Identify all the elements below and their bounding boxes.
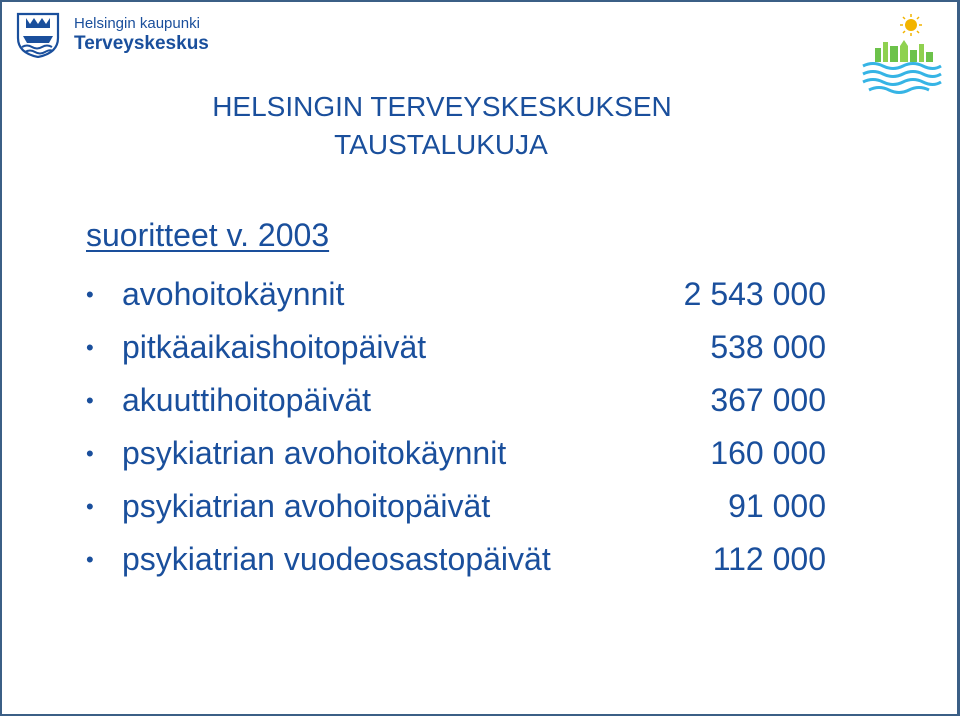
stat-value: 112 000: [712, 541, 826, 577]
statistics-list: [86, 268, 826, 586]
bullet-icon: •: [86, 387, 94, 413]
page-title: [2, 88, 960, 164]
bullet-icon: •: [86, 334, 94, 360]
stat-value: 2 543 000: [683, 276, 826, 312]
list-item: [86, 321, 826, 374]
city-skyline-logo-icon: [859, 12, 943, 96]
list-item: [86, 374, 826, 427]
stat-label: avohoitokäynnit: [122, 276, 345, 312]
title-line-2: TAUSTALUKUJA: [334, 129, 548, 160]
stat-label: pitkäaikaishoitopäivät: [122, 329, 427, 365]
bullet-icon: •: [86, 281, 94, 307]
list-item: [86, 427, 826, 480]
title-line-1: HELSINGIN TERVEYSKESKUKSEN: [212, 91, 672, 122]
department-name: Terveyskeskus: [74, 33, 209, 54]
organization-name: [74, 15, 209, 55]
stat-value: 160 000: [710, 435, 826, 471]
section-heading: suoritteet v. 2003: [86, 217, 330, 253]
stat-label: psykiatrian avohoitopäivät: [122, 488, 491, 524]
bullet-icon: •: [86, 440, 94, 466]
stat-value: 91 000: [728, 488, 826, 524]
stat-label: psykiatrian vuodeosastopäivät: [122, 541, 551, 577]
list-item: [86, 533, 826, 586]
stat-label: akuuttihoitopäivät: [122, 382, 372, 418]
stat-label: psykiatrian avohoitokäynnit: [122, 435, 507, 471]
stat-value: 367 000: [710, 382, 826, 418]
helsinki-crest-icon: [16, 12, 60, 58]
list-item: [86, 480, 826, 533]
bullet-icon: •: [86, 546, 94, 572]
city-name: Helsingin kaupunki: [74, 15, 200, 32]
list-item: [86, 268, 826, 321]
stat-value: 538 000: [710, 329, 826, 365]
bullet-icon: •: [86, 493, 94, 519]
organization-logo: [16, 12, 209, 58]
